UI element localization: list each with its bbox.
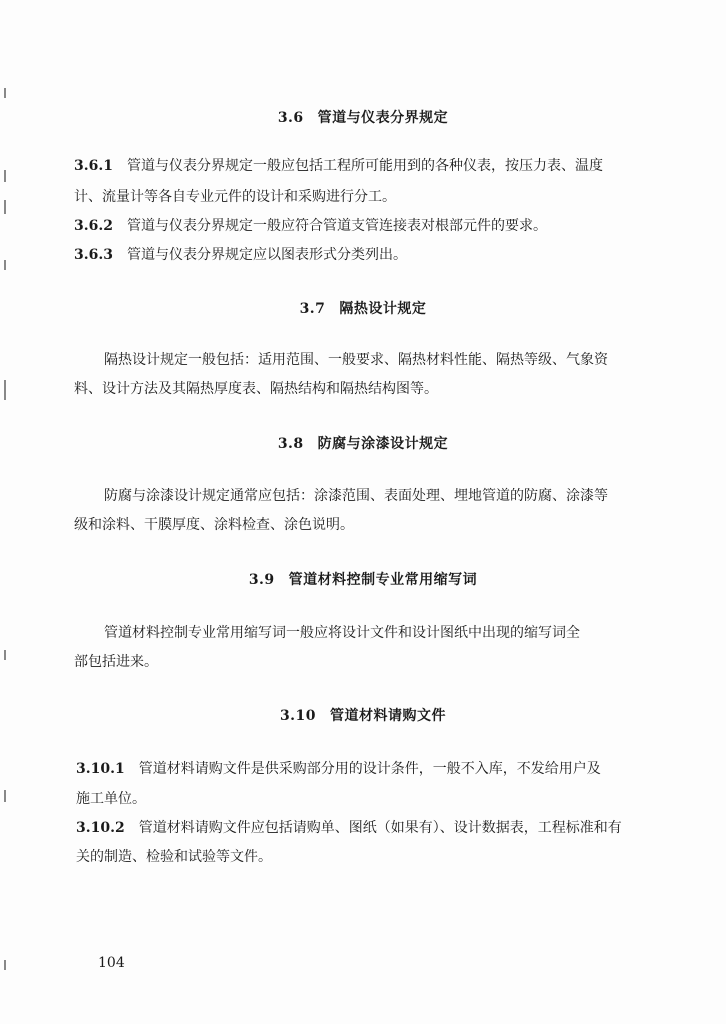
paragraph-line [74,380,438,398]
paragraph-line [104,487,608,505]
section-heading-3-7 [0,298,726,318]
section-title: 防腐与涂漆设计规定 [317,436,449,452]
scan-mark [4,380,6,400]
line-text: 料、设计方法及其隔热厚度表、隔热结构和隔热结构图等。 [74,381,438,397]
paragraph-line [74,217,547,235]
line-text: 管道材料控制专业常用缩写词一般应将设计文件和设计图纸中出现的缩写词全 [104,625,580,641]
paragraph-line [74,246,407,264]
line-text: 管道与仪表分界规定应以图表形式分类列出。 [126,247,407,263]
section-number: 3.7 [299,301,326,317]
paragraph-line [74,188,396,206]
section-heading-3-10 [0,705,726,725]
section-number: 3.9 [248,572,275,588]
paragraph-line [76,848,272,866]
line-text: 管道材料请购文件是供采购部分用的设计条件，一般不入库，不发给用户及 [138,761,601,777]
line-text: 计、流量计等各自专业元件的设计和采购进行分工。 [74,189,396,205]
line-text: 管道材料请购文件应包括请购单、图纸（如果有）、设计数据表，工程标准和有 [138,820,622,836]
paragraph-line [76,819,622,837]
paragraph-line [76,760,601,778]
clause-number: 3.6.1 [74,158,113,174]
scan-mark [4,260,6,270]
line-text: 关的制造、检验和试验等文件。 [76,849,272,865]
section-title: 隔热设计规定 [339,301,427,317]
paragraph-line [104,624,580,642]
scan-mark [4,650,6,660]
line-text: 管道与仪表分界规定一般应符合管道支管连接表对根部元件的要求。 [126,218,547,234]
section-heading-3-9 [0,569,726,589]
clause-number: 3.10.1 [76,761,125,777]
line-text: 级和涂料、干膜厚度、涂料检查、涂色说明。 [74,517,354,533]
clause-number: 3.6.2 [74,218,113,234]
section-number: 3.8 [277,436,304,452]
line-text: 管道与仪表分界规定一般应包括工程所可能用到的各种仪表，按压力表、温度 [126,158,603,174]
line-text: 隔热设计规定一般包括：适用范围、一般要求、隔热材料性能、隔热等级、气象资 [104,352,608,368]
clause-number: 3.6.3 [74,247,113,263]
section-title: 管道材料请购文件 [330,708,447,724]
paragraph-line [76,790,146,808]
scan-mark [4,170,6,182]
paragraph-line [74,516,354,534]
section-heading-3-8 [0,433,726,453]
scan-mark [4,88,6,98]
paragraph-line [74,653,158,671]
line-text: 防腐与涂漆设计规定通常应包括：涂漆范围、表面处理、埋地管道的防腐、涂漆等 [104,488,608,504]
section-heading-3-6 [0,107,726,127]
paragraph-line [104,351,608,369]
scan-mark [4,790,6,802]
section-title: 管道与仪表分界规定 [317,110,449,126]
line-text: 部包括进来。 [74,654,158,670]
clause-number: 3.10.2 [76,820,125,836]
scan-mark [4,960,6,970]
paragraph-line [74,157,603,175]
section-title: 管道材料控制专业常用缩写词 [288,572,478,588]
line-text: 施工单位。 [76,791,146,807]
page-number: 104 [98,955,125,971]
section-number: 3.10 [279,708,317,724]
scan-mark [4,200,6,214]
section-number: 3.6 [277,110,304,126]
